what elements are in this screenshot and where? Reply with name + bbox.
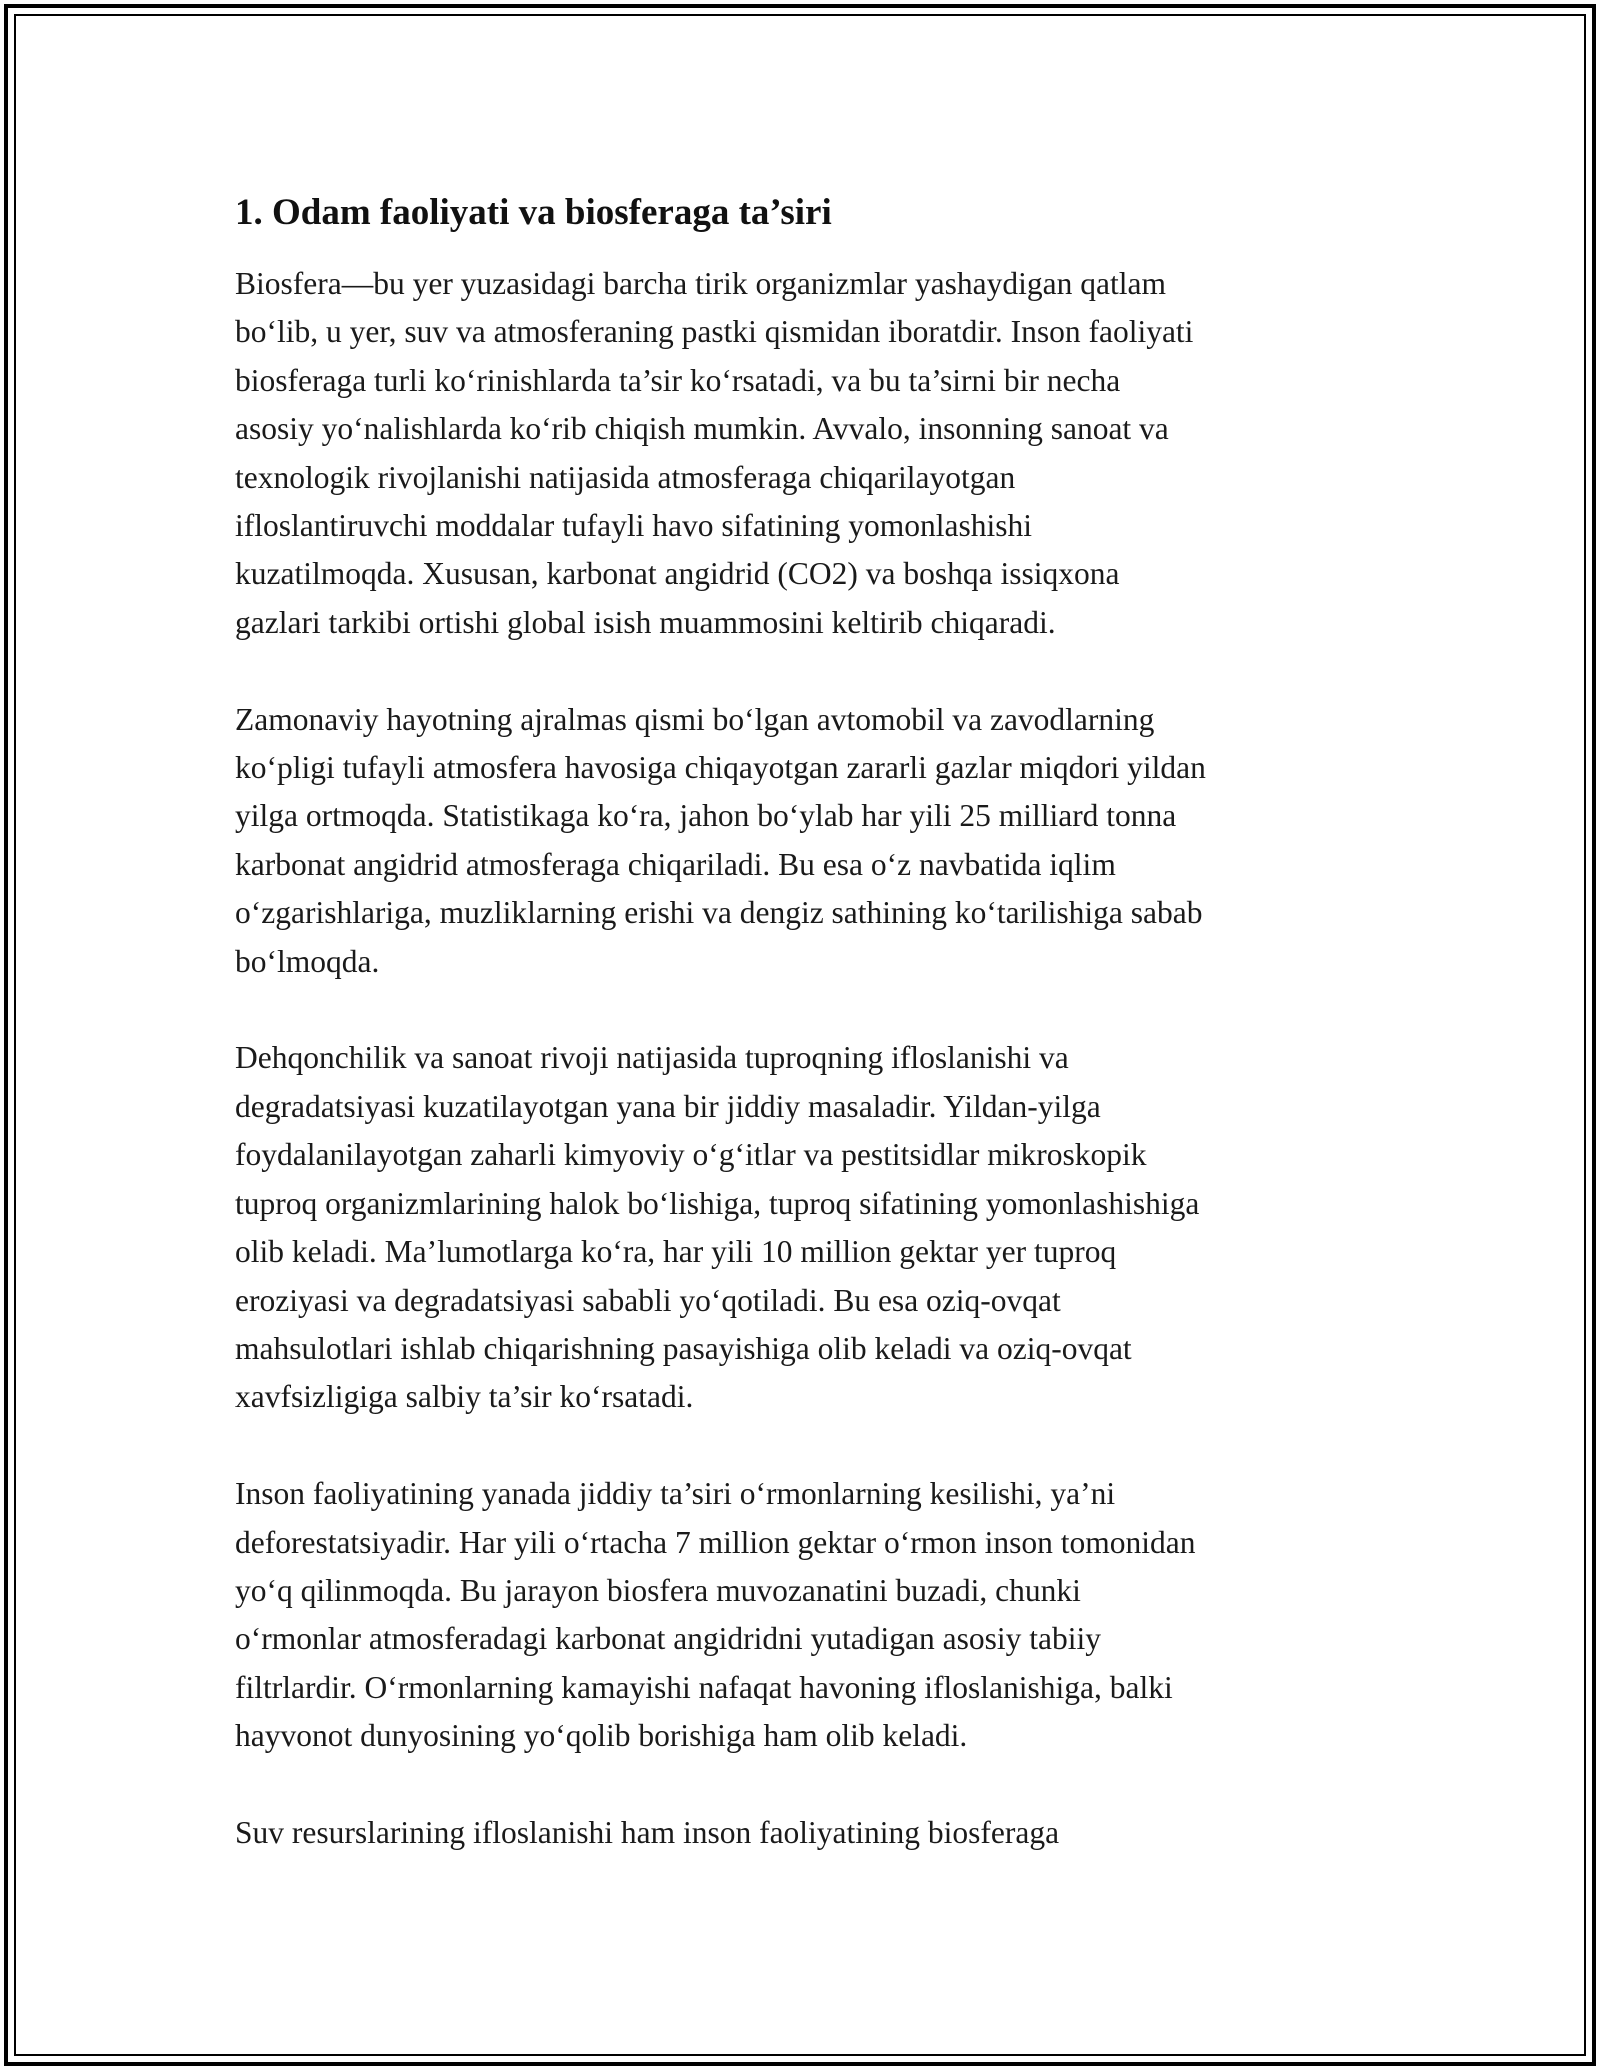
section-heading: 1. Odam faoliyati va biosferaga ta’siri [235,192,832,233]
paragraph-biosfera: Biosfera—bu yer yuzasidagi barcha tirik organizmlar yashaydigan qatlam bo‘lib, u yer, suv va atmosferaning pastki qismidan iboratdir. Inson faoliyati biosferaga turli ko‘rinishlarda ta’sir ko‘rsatadi, va bu ta’sirni bir necha asosiy yo‘nalishlarda ko‘rib chiqish mumkin. Avvalo, insonning sanoat va texnologik rivojlanishi natijasida atmosferaga chiqarilayotgan ifloslantiruvchi moddalar tufayli havo sifatining yomonlashishi kuzatilmoqda. Xususan, karbonat angidrid (CO2) va boshqa issiqxona gazlari tarkibi ortishi global isish muammosini keltirib chiqaradi. [235,266,1194,640]
document-body [235,188,1375,1906]
paragraph-emissions: Zamonaviy hayotning ajralmas qismi bo‘lgan avtomobil va zavodlarning ko‘pligi tufayli atmosfera havosiga chiqayotgan zararli gazlar miqdori yildan yilga ortmoqda. Statistikaga ko‘ra, jahon bo‘ylab har yili 25 milliard tonna karbonat angidrid atmosferaga chiqariladi. Bu esa o‘z navbatida iqlim o‘zgarishlariga, muzliklarning erishi va dengiz sathining ko‘tarilishiga sabab bo‘lmoqda. [235,701,1206,979]
paragraph-soil: Dehqonchilik va sanoat rivoji natijasida tuproqning ifloslanishi va degradatsiyasi kuzatilayotgan yana bir jiddiy masaladir. Yildan-yilga foydalanilayotgan zaharli kimyoviy o‘g‘itlar va pestitsidlar mikroskopik tuproq organizmlarining halok bo‘lishiga, tuproq sifatining yomonlashishiga olib keladi. Ma’lumotlarga ko‘ra, har yili 10 million gektar yer tuproq eroziyasi va degradatsiyasi sababli yo‘qotiladi. Bu esa oziq-ovqat mahsulotlari ishlab chiqarishning pasayishiga olib keladi va oziq-ovqat xavfsizligiga salbiy ta’sir ko‘rsatadi. [235,1040,1200,1415]
paragraph-deforestation: Inson faoliyatining yanada jiddiy ta’siri o‘rmonlarning kesilishi, ya’ni deforestatsiyadir. Har yili o‘rtacha 7 million gektar o‘rmon inson tomonidan yo‘q qilinmoqda. Bu jarayon biosfera muvozanatini buzadi, chunki o‘rmonlar atmosferadagi karbonat angidridni yutadigan asosiy tabiiy filtrlardir. O‘rmonlarning kamayishi nafaqat havoning ifloslanishiga, balki hayvonot dunyosining yo‘qolib borishiga ham olib keladi. [235,1476,1196,1754]
paragraph-water: Suv resurslarining ifloslanishi ham inson faoliyatining biosferaga [235,1814,1060,1850]
